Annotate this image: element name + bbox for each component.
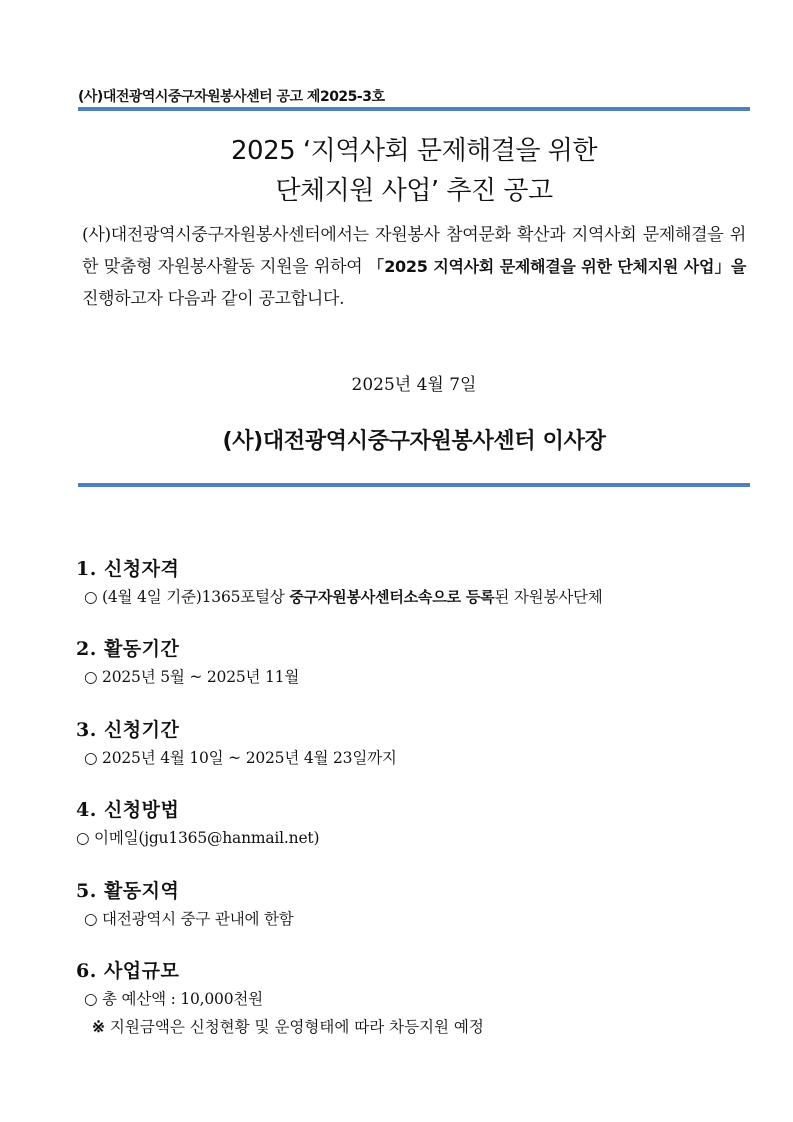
section-heading: 4. 신청방법 — [76, 799, 180, 821]
intro-text-before: (사)대전광역시중구자원봉사센터에서는 자원봉사 참여문화 확산과 지역사회 문제해결을 위한 맞춤형 자원봉사활동 지원을 위하여 — [82, 225, 746, 277]
note-text: 지원금액은 신청현황 및 운영형태에 따라 차등지원 예정 — [105, 1018, 484, 1036]
section-item: ○ 이메일(jgu1365@hanmail.net) — [76, 829, 320, 847]
item-text-bold: 중구자원봉사센터소속으로 등록 — [289, 588, 495, 606]
intro-highlight: 「2025 지역사회 문제해결을 위한 단체지원 사업」을 — [368, 257, 746, 276]
intro-paragraph — [82, 219, 746, 315]
section-application-period — [76, 717, 756, 771]
document-number: (사)대전광역시중구자원봉사센터 공고 제2025-3호 — [78, 89, 385, 105]
page-title-line-2: 단체지원 사업’ 추진 공고 — [275, 176, 553, 206]
section-heading: 1. 신청자격 — [76, 558, 180, 580]
section-item — [76, 584, 756, 610]
notice-date: 2025년 4월 7일 — [351, 375, 477, 395]
section-item: ○ 2025년 4월 10일 ~ 2025년 4월 23일까지 — [84, 749, 397, 767]
header-divider — [78, 107, 750, 111]
section-note — [76, 1014, 756, 1040]
intro-text-after: 진행하고자 다음과 같이 공고합니다. — [82, 289, 345, 309]
section-item: ○ 총 예산액 : 10,000천원 — [84, 990, 263, 1008]
section-heading: 3. 신청기간 — [76, 719, 180, 741]
section-heading: 6. 사업규모 — [76, 960, 180, 982]
section-application-method — [76, 797, 756, 851]
page-title-line-1: 2025 ‘지역사회 문제해결을 위한 — [230, 136, 597, 166]
section-item: ○ 2025년 5월 ~ 2025년 11월 — [84, 668, 300, 686]
section-eligibility — [76, 556, 756, 610]
issuer-signature: (사)대전광역시중구자원봉사센터 이사장 — [222, 429, 606, 454]
section-activity-period — [76, 636, 756, 690]
item-text-suffix: 된 자원봉사단체 — [494, 588, 603, 606]
item-text-prefix: ○ (4월 4일 기준)1365포털상 — [84, 588, 290, 606]
section-activity-area — [76, 878, 756, 932]
section-item: ○ 대전광역시 중구 관내에 한함 — [84, 910, 294, 928]
section-heading: 5. 활동지역 — [76, 880, 180, 902]
section-project-scale — [76, 958, 756, 1040]
section-heading: 2. 활동기간 — [76, 638, 180, 660]
note-mark: ※ — [92, 1017, 105, 1036]
header-bottom-divider — [78, 483, 750, 487]
